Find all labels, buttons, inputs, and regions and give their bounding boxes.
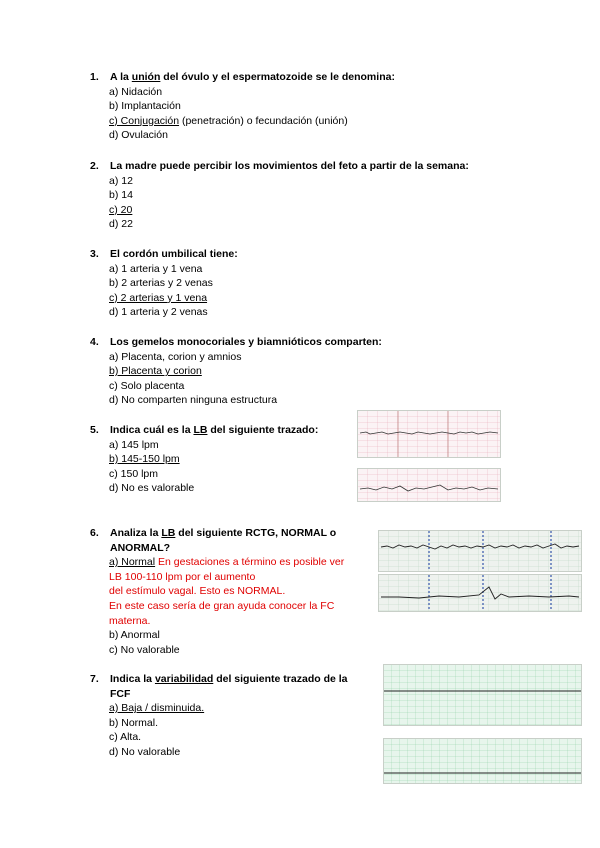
ctg-trace-image: [358, 411, 500, 457]
question-3: [90, 247, 238, 320]
question-2: [90, 159, 469, 232]
question-5-title: 5. Indica cuál es la LB del siguiente trazado:: [90, 424, 319, 436]
option-d: d) No es valorable: [109, 482, 195, 495]
option-d: d) 22: [109, 218, 133, 231]
ctg-strip-q7-toco: [383, 738, 582, 784]
question-4: [90, 335, 382, 408]
question-6: [90, 526, 344, 657]
option-a: a) Normal En gestaciones a término es posible ver: [109, 556, 345, 569]
option-c: c) Solo placenta: [109, 379, 185, 392]
option-d: d) 1 arteria y 2 venas: [109, 306, 208, 319]
question-7: [90, 672, 348, 760]
option-b: b) 145-150 lpm: [109, 453, 180, 466]
option-c: c) 2 arterias y 1 vena: [109, 291, 208, 304]
option-a: a) Nidación: [109, 85, 163, 98]
question-1: [90, 70, 395, 143]
option-c: c) 20: [109, 203, 133, 216]
option-b: b) Placenta y corion: [109, 365, 202, 378]
option-a: a) 145 lpm: [109, 438, 159, 451]
explanation-line: LB 100-110 lpm por el aumento: [109, 570, 256, 583]
ctg-trace-image: [358, 469, 500, 501]
ctg-trace-image: [384, 739, 581, 783]
ctg-strip-q5-toco: [357, 468, 501, 502]
ctg-trace-image: [379, 531, 581, 571]
question-7-title-line2: FCF: [110, 687, 131, 700]
question-6-title: 6. Analiza la LB del siguiente RCTG, NORMAL o: [90, 527, 337, 539]
option-d: d) No valorable: [109, 745, 181, 758]
question-6-title-line2: ANORMAL?: [110, 541, 171, 554]
option-c: c) 150 lpm: [109, 467, 159, 480]
question-2-title: 2. La madre puede percibir los movimientos del feto a partir de la semana:: [90, 160, 469, 172]
ctg-strip-q6-fhr: [378, 530, 582, 572]
explanation-line: del estímulo vagal. Esto es NORMAL.: [109, 585, 286, 598]
question-4-title: 4. Los gemelos monocoriales y biamnióticos comparten:: [90, 336, 382, 348]
explanation-line: En este caso sería de gran ayuda conocer la FC: [109, 599, 335, 612]
ctg-trace-image: [379, 575, 581, 611]
option-a: a) Placenta, corion y amnios: [109, 350, 242, 363]
ctg-strip-q7-fhr: [383, 664, 582, 726]
option-c: c) Conjugación (penetración) o fecundación (unión): [109, 114, 348, 127]
option-d: d) No comparten ninguna estructura: [109, 394, 278, 407]
option-b: b) 14: [109, 189, 133, 202]
option-b: b) 2 arterias y 2 venas: [109, 277, 213, 290]
option-c: c) Alta.: [109, 731, 142, 744]
ctg-trace-image: [384, 665, 581, 725]
option-c: c) No valorable: [109, 643, 180, 656]
ctg-strip-q6-toco: [378, 574, 582, 612]
option-a: a) 1 arteria y 1 vena: [109, 262, 203, 275]
explanation-line: materna.: [109, 614, 151, 627]
question-7-title: 7. Indica la variabilidad del siguiente trazado de la: [90, 673, 348, 685]
question-3-title: 3. El cordón umbilical tiene:: [90, 248, 238, 260]
ctg-strip-q5-fhr: [357, 410, 501, 458]
option-b: b) Anormal: [109, 629, 160, 642]
option-a: a) Baja / disminuida.: [109, 702, 205, 715]
option-d: d) Ovulación: [109, 129, 168, 142]
option-b: b) Normal.: [109, 716, 159, 729]
question-1-title: 1. A la unión del óvulo y el espermatozoide se le denomina:: [90, 71, 395, 83]
question-5: [90, 423, 318, 496]
option-a: a) 12: [109, 174, 133, 187]
option-b: b) Implantación: [109, 100, 181, 113]
